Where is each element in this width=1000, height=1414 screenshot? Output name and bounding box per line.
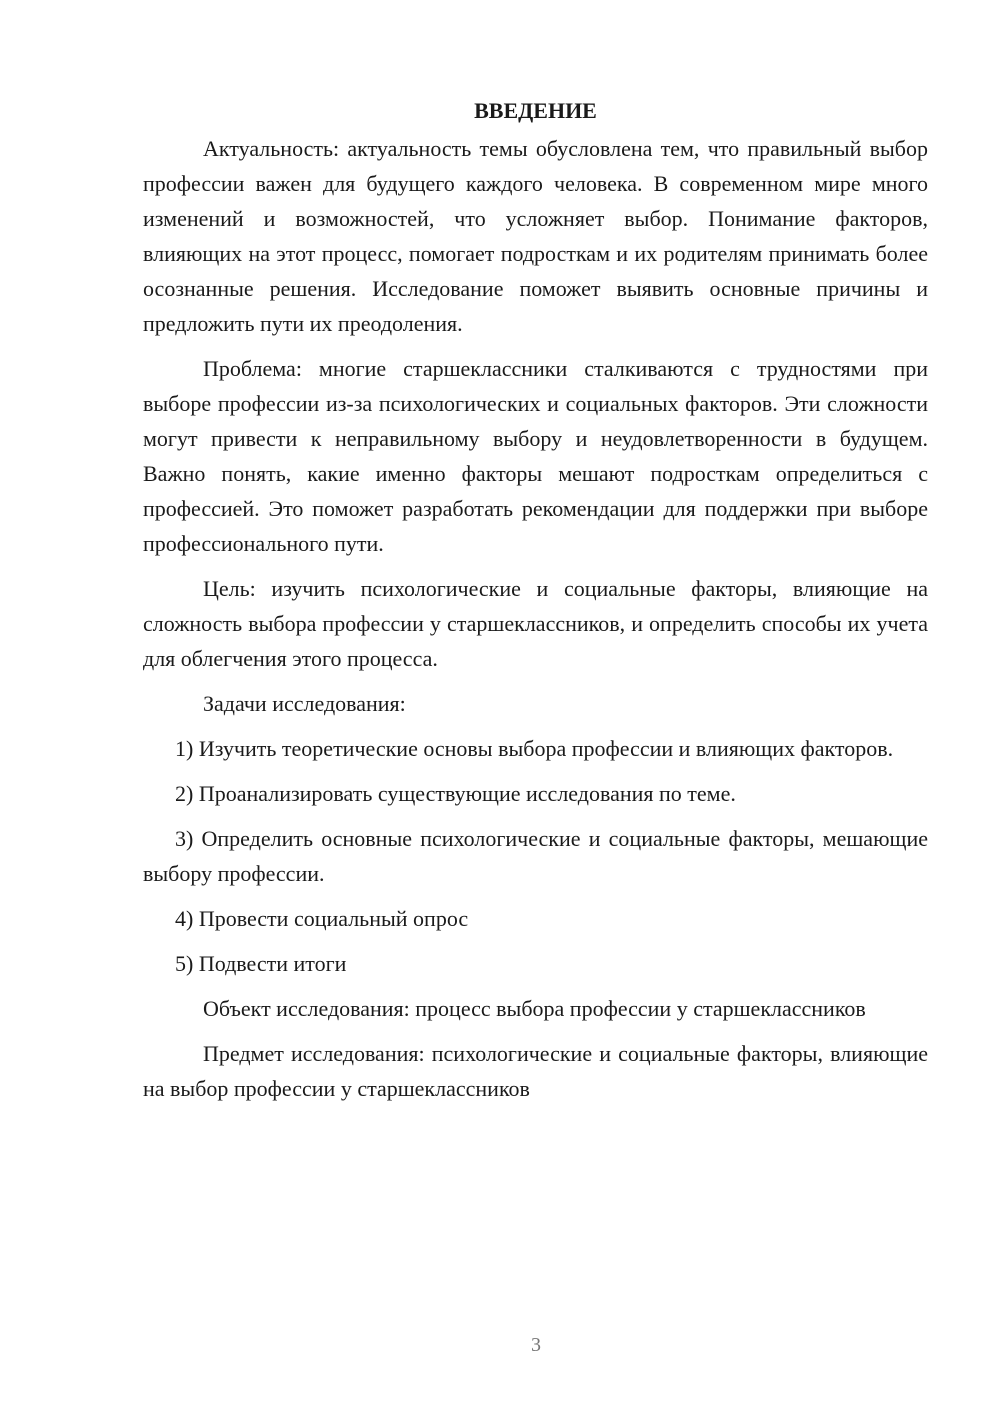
paragraph-subject: Предмет исследования: психологические и социальные факторы, влияющие на выбор профессии у старшеклассников (143, 1041, 928, 1101)
paragraph-problem: Проблема: многие старшеклассники сталкиваются с трудностями при выборе профессии из-за психологических и социальных факторов. Эти сложности могут привести к неправильному выбору и неудовлетворенности в будущем. Важно понять, какие именно факторы мешают подросткам определиться с профессией. Это поможет разработать рекомендации для поддержки при выборе профессионального пути. (143, 356, 928, 556)
task-item-2: 2) Проанализировать существующие исследования по теме. (175, 781, 736, 806)
paragraph-object: Объект исследования: процесс выбора профессии у старшеклассников (203, 996, 866, 1021)
paragraph-goal: Цель: изучить психологические и социальные факторы, влияющие на сложность выбора профессии у старшеклассников, и определить способы их учета для облегчения этого процесса. (143, 576, 928, 671)
document-page (143, 95, 928, 1116)
task-item-4: 4) Провести социальный опрос (175, 906, 469, 931)
task-item-1: 1) Изучить теоретические основы выбора профессии и влияющих факторов. (175, 736, 894, 761)
task-item-5: 5) Подвести итоги (175, 951, 347, 976)
tasks-heading: Задачи исследования: (203, 691, 406, 716)
page-number: 3 (531, 1334, 541, 1356)
page-title: ВВЕДЕНИЕ (474, 98, 597, 123)
paragraph-relevance: Актуальность: актуальность темы обусловлена тем, что правильный выбор профессии важен для будущего каждого человека. В современном мире много изменений и возможностей, что усложняет выбор. Понимание факторов, влияющих на этот процесс, помогает подросткам и их родителям принимать более осознанные решения. Исследование поможет выявить основные причины и предложить пути их преодоления. (143, 136, 928, 336)
task-item-3: 3) Определить основные психологические и социальные факторы, мешающие выбору профессии. (143, 826, 928, 886)
